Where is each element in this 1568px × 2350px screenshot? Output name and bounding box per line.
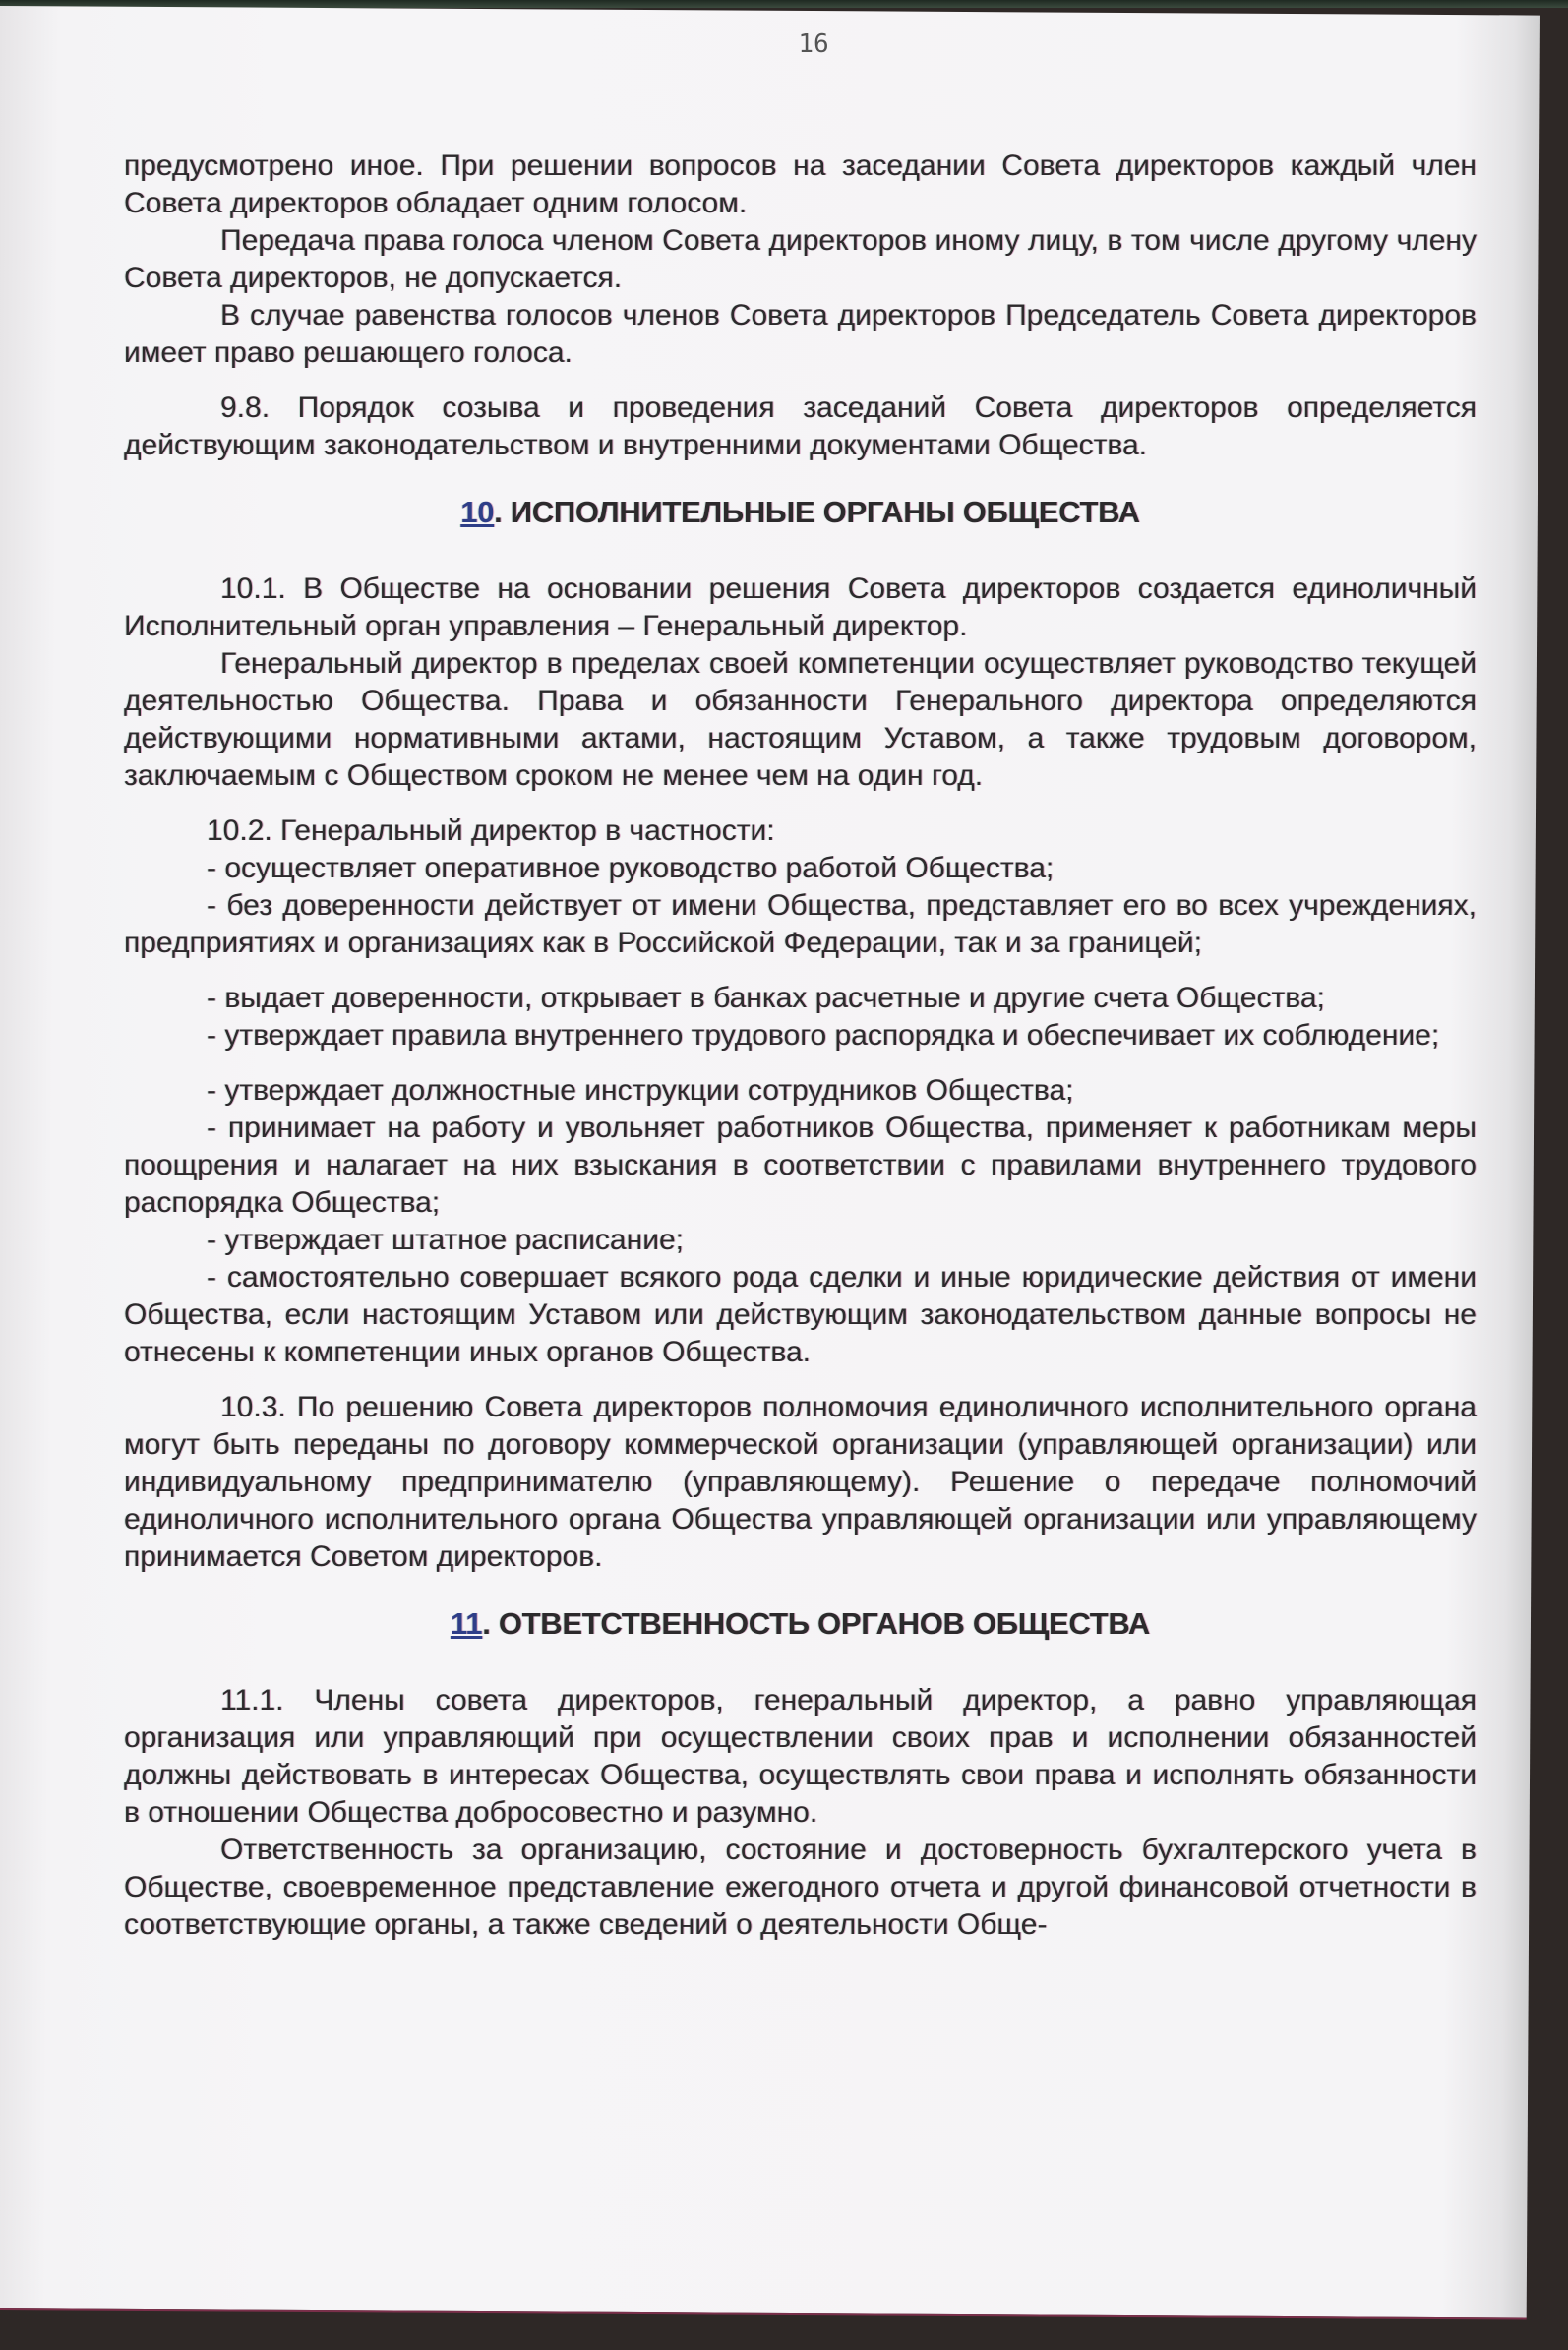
clause-9-8: 9.8. Порядок созыва и проведения заседаний Совета директоров определяется действующим законодательством и внутренними документами Общества.: [124, 392, 1477, 461]
clause-10-2: 10.2. Генеральный директор в частности:: [207, 814, 775, 847]
list-item: - самостоятельно совершает всякого рода сделки и иные юридические действия от имени Общества, если настоящим Уставом или действующим законодательством данные вопросы не отнесены к компетенции иных органов Общества.: [124, 1261, 1477, 1368]
section-heading-10: [124, 494, 1477, 531]
section-title: . ОТВЕТСТВЕННОСТЬ ОРГАНОВ ОБЩЕСТВА: [482, 1606, 1150, 1641]
list-item: - утверждает штатное расписание;: [207, 1224, 684, 1256]
section-number-link[interactable]: 11: [451, 1606, 483, 1641]
list-item: - утверждает должностные инструкции сотрудников Общества;: [207, 1074, 1074, 1107]
section-heading-11: [124, 1605, 1477, 1643]
paragraph: Передача права голоса членом Совета директоров иному лицу, в том числе другому члену Совета директоров, не допускается.: [124, 224, 1477, 294]
section-number-link[interactable]: 10: [460, 495, 495, 529]
paragraph: предусмотрено иное. При решении вопросов на заседании Совета директоров каждый член Совета директоров обладает одним голосом.: [124, 150, 1477, 219]
list-item: - принимает на работу и увольняет работников Общества, применяет к работникам меры поощрения и налагает на них взыскания в соответствии с правилами внутреннего трудового распорядка Общества;: [124, 1112, 1477, 1219]
clause-11-1: 11.1. Члены совета директоров, генеральный директор, а равно управляющая организация или управляющий при осуществлении своих прав и исполнении обязанностей должны действовать в интересах Общества, осуществлять свои права и исполнять обязанности в отношении Общества добросовестно и разумно.: [124, 1684, 1477, 1829]
page-number: 16: [798, 30, 829, 59]
clause-10-1: 10.1. В Обществе на основании решения Совета директоров создается единоличный Исполнительный орган управления – Генеральный директор.: [124, 572, 1477, 642]
document-body: [124, 148, 1477, 1944]
list-item: - выдает доверенности, открывает в банках расчетные и другие счета Общества;: [207, 982, 1325, 1014]
list-item: - без доверенности действует от имени Общества, представляет его во всех учреждениях, предприятиях и организациях как в Российской Федерации, так и за границей;: [124, 889, 1477, 959]
list-item: - осуществляет оперативное руководство работой Общества;: [207, 852, 1055, 884]
paragraph: Ответственность за организацию, состояние и достоверность бухгалтерского учета в Обществе, своевременное представление ежегодного отчета и другой финансовой отчетности в соответствующие органы, а также сведений о деятельности Обще-: [124, 1834, 1477, 1941]
clause-10-3: 10.3. По решению Совета директоров полномочия единоличного исполнительного органа могут быть переданы по договору коммерческой организации (управляющей организации) или индивидуальному предпринимателю (управляющему). Решение о передаче полномочий единоличного исполнительного органа Общества управляющей организации или управляющему принимается Советом директоров.: [124, 1391, 1477, 1573]
section-title: . ИСПОЛНИТЕЛЬНЫЕ ОРГАНЫ ОБЩЕСТВА: [494, 495, 1140, 529]
paragraph: Генеральный директор в пределах своей компетенции осуществляет руководство текущей деятельностью Общества. Права и обязанности Генерального директора определяются действующими нормативными актами, настоящим Уставом, а также трудовым договором, заключаемым с Обществом сроком не менее чем на один год.: [124, 647, 1477, 792]
paragraph: В случае равенства голосов членов Совета директоров Председатель Совета директоров имеет право решающего голоса.: [124, 299, 1477, 369]
list-item: - утверждает правила внутреннего трудового распорядка и обеспечивает их соблюдение;: [207, 1019, 1440, 1052]
